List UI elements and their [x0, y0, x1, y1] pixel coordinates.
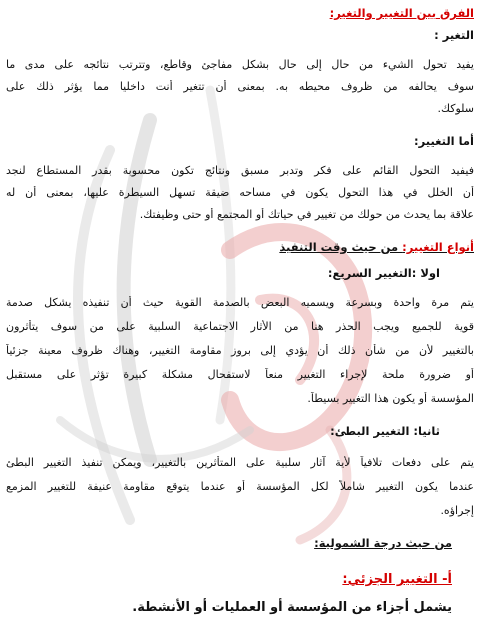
rapid-line-5: المؤسسة أو يكون هذا التغيير بسيطاً.	[307, 392, 474, 405]
change-heading: التغير :	[434, 28, 474, 42]
transformation-line-1: فيفيد التحول القائم على فكر وتدبر مسبق ونتائج تكون محسوبة بقدر المستطاع لنجد	[6, 164, 474, 177]
partial-heading: أ- التغيير الجزئي:	[342, 572, 452, 587]
types-heading-criterion: من حيث وقت التنفيذ	[279, 240, 403, 254]
change-line-1: يفيد تحول الشيء من حال إلى حال بشكل مفاجئ وقاطع، وتترتب نتائجه على مدى ما	[6, 58, 474, 71]
page-title: الفرق بين التغيير والتغير:	[329, 6, 474, 20]
change-line-3: سلوكك.	[437, 102, 474, 115]
rapid-heading: اولا :التغيير السريع:	[327, 266, 440, 280]
slow-line-1: يتم على دفعات تلافياً لأية آثار سلبية على المتأثرين بالتغيير، ويمكن تنفيذ التغيير البطئ	[6, 456, 474, 469]
partial-text: يشمل أجزاء من المؤسسة أو العمليات أو الأنشطة.	[132, 600, 452, 615]
transformation-line-3: علاقة بما يحدث من حولك من تغيير في حياتك أو المجتمع أو حتى وظيفتك.	[139, 208, 474, 221]
rapid-line-3: بالتغيير لأن من شأن ذلك أن يؤدي إلى بروز مقاومة التغيير، وهناك ظروف معينة جزئياً	[6, 344, 474, 357]
slow-line-3: إجراؤه.	[440, 504, 474, 517]
transformation-heading: أما التغيير:	[414, 134, 474, 148]
rapid-line-1: يتم مرة واحدة وبسرعة ويسميه البعض بالصدمة القوية حيث أن تنفيذه يشكل صدمة	[6, 296, 474, 309]
comprehensive-heading: من حيث درجة الشمولية:	[314, 536, 452, 550]
rapid-line-4: أو ضرورة ملحة لإجراء التغيير منعاً لاستفحال مشكلة كبيرة تؤثر على مستقبل	[6, 368, 474, 381]
slow-heading: ثانيا: التغيير البطئ:	[330, 424, 440, 438]
slow-line-2: عندما يكون التغيير شاملاً لكل المؤسسة أو عندما يتوقع مقاومة عنيفة للتغيير المزمع	[6, 480, 474, 493]
types-heading	[279, 240, 474, 254]
types-heading-label: أنواع التغيير:	[402, 240, 474, 254]
change-line-2: سوف يحالفه من ظروف محيطه به. بمعنى أن تتغير أنت داخليا مما يؤثر ذلك على	[6, 80, 474, 93]
transformation-line-2: أن الخلل في هذا التحول يكون في مساحه ضيقة تسهل السيطرة عليها، بمعنى أن له	[6, 186, 474, 199]
rapid-line-2: قوية للجميع ويجب الحذر هنا من الأثار الاجتماعية السلبية على من سوف يتأثرون	[6, 320, 474, 333]
